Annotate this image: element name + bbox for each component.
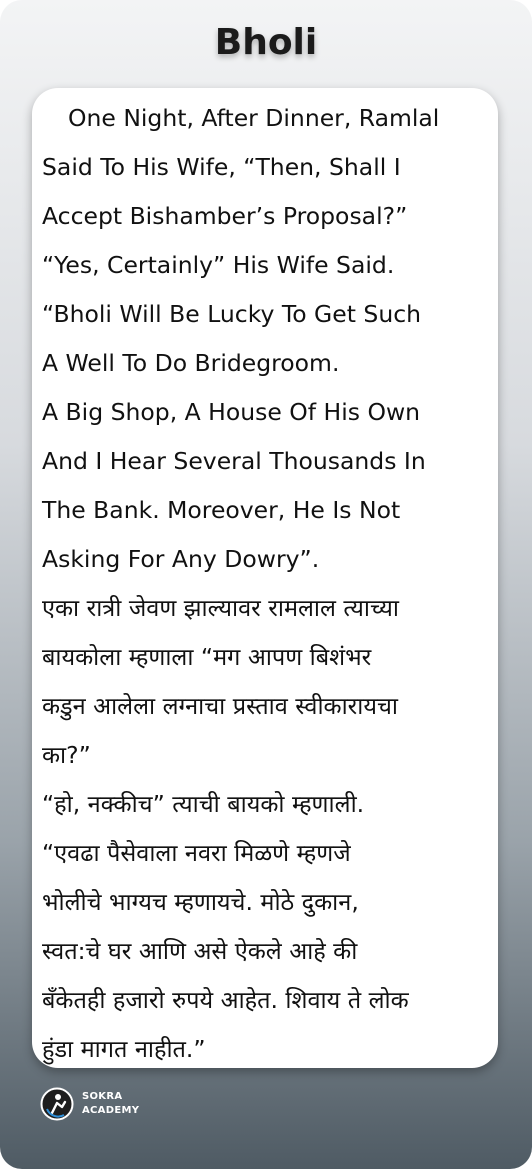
marathi-line: एका रात्री जेवण झाल्यावर रामलाल त्याच्या bbox=[42, 594, 399, 622]
marathi-line: बँकेतही हजारो रुपये आहेत. शिवाय ते लोक bbox=[42, 986, 409, 1014]
marathi-line: का?” bbox=[42, 741, 91, 769]
english-line: And I Hear Several Thousands In bbox=[42, 447, 426, 475]
english-line: A Big Shop, A House Of His Own bbox=[42, 398, 421, 426]
marathi-line: “हो, नक्कीच” त्याची बायको म्हणाली. bbox=[42, 790, 365, 818]
logo-text bbox=[82, 1090, 139, 1118]
logo-text-line2: ACADEMY bbox=[82, 1105, 140, 1116]
english-line: “Yes, Certainly” His Wife Said. bbox=[42, 251, 395, 279]
page-title: Bholi bbox=[214, 22, 318, 63]
english-line: A Well To Do Bridegroom. bbox=[42, 349, 340, 377]
story-text bbox=[42, 94, 492, 1074]
english-line: One Night, After Dinner, Ramlal bbox=[68, 104, 440, 132]
marathi-line: कडुन आलेला लग्नाचा प्रस्ताव स्वीकारायचा bbox=[42, 692, 399, 720]
sokra-academy-logo-icon bbox=[40, 1087, 74, 1121]
english-line: Asking For Any Dowry”. bbox=[42, 545, 320, 573]
marathi-line: भोलीचे भाग्यच म्हणायचे. मोठे दुकान, bbox=[42, 888, 359, 916]
english-line: The Bank. Moreover, He Is Not bbox=[42, 496, 401, 524]
sokra-academy-logo bbox=[40, 1087, 139, 1121]
english-line: “Bholi Will Be Lucky To Get Such bbox=[42, 300, 422, 328]
marathi-line: हुंडा मागत नाहीत.” bbox=[42, 1035, 206, 1063]
logo-text-line1: SOKRA bbox=[82, 1091, 123, 1102]
english-line: Said To His Wife, “Then, Shall I bbox=[42, 153, 401, 181]
english-line: Accept Bishamber’s Proposal?” bbox=[42, 202, 408, 230]
marathi-line: स्वत:चे घर आणि असे ऐकले आहे की bbox=[42, 937, 358, 965]
marathi-line: “एवढा पैसेवाला नवरा मिळणे म्हणजे bbox=[42, 839, 351, 867]
marathi-line: बायकोला म्हणाला “मग आपण बिशंभर bbox=[42, 643, 372, 671]
